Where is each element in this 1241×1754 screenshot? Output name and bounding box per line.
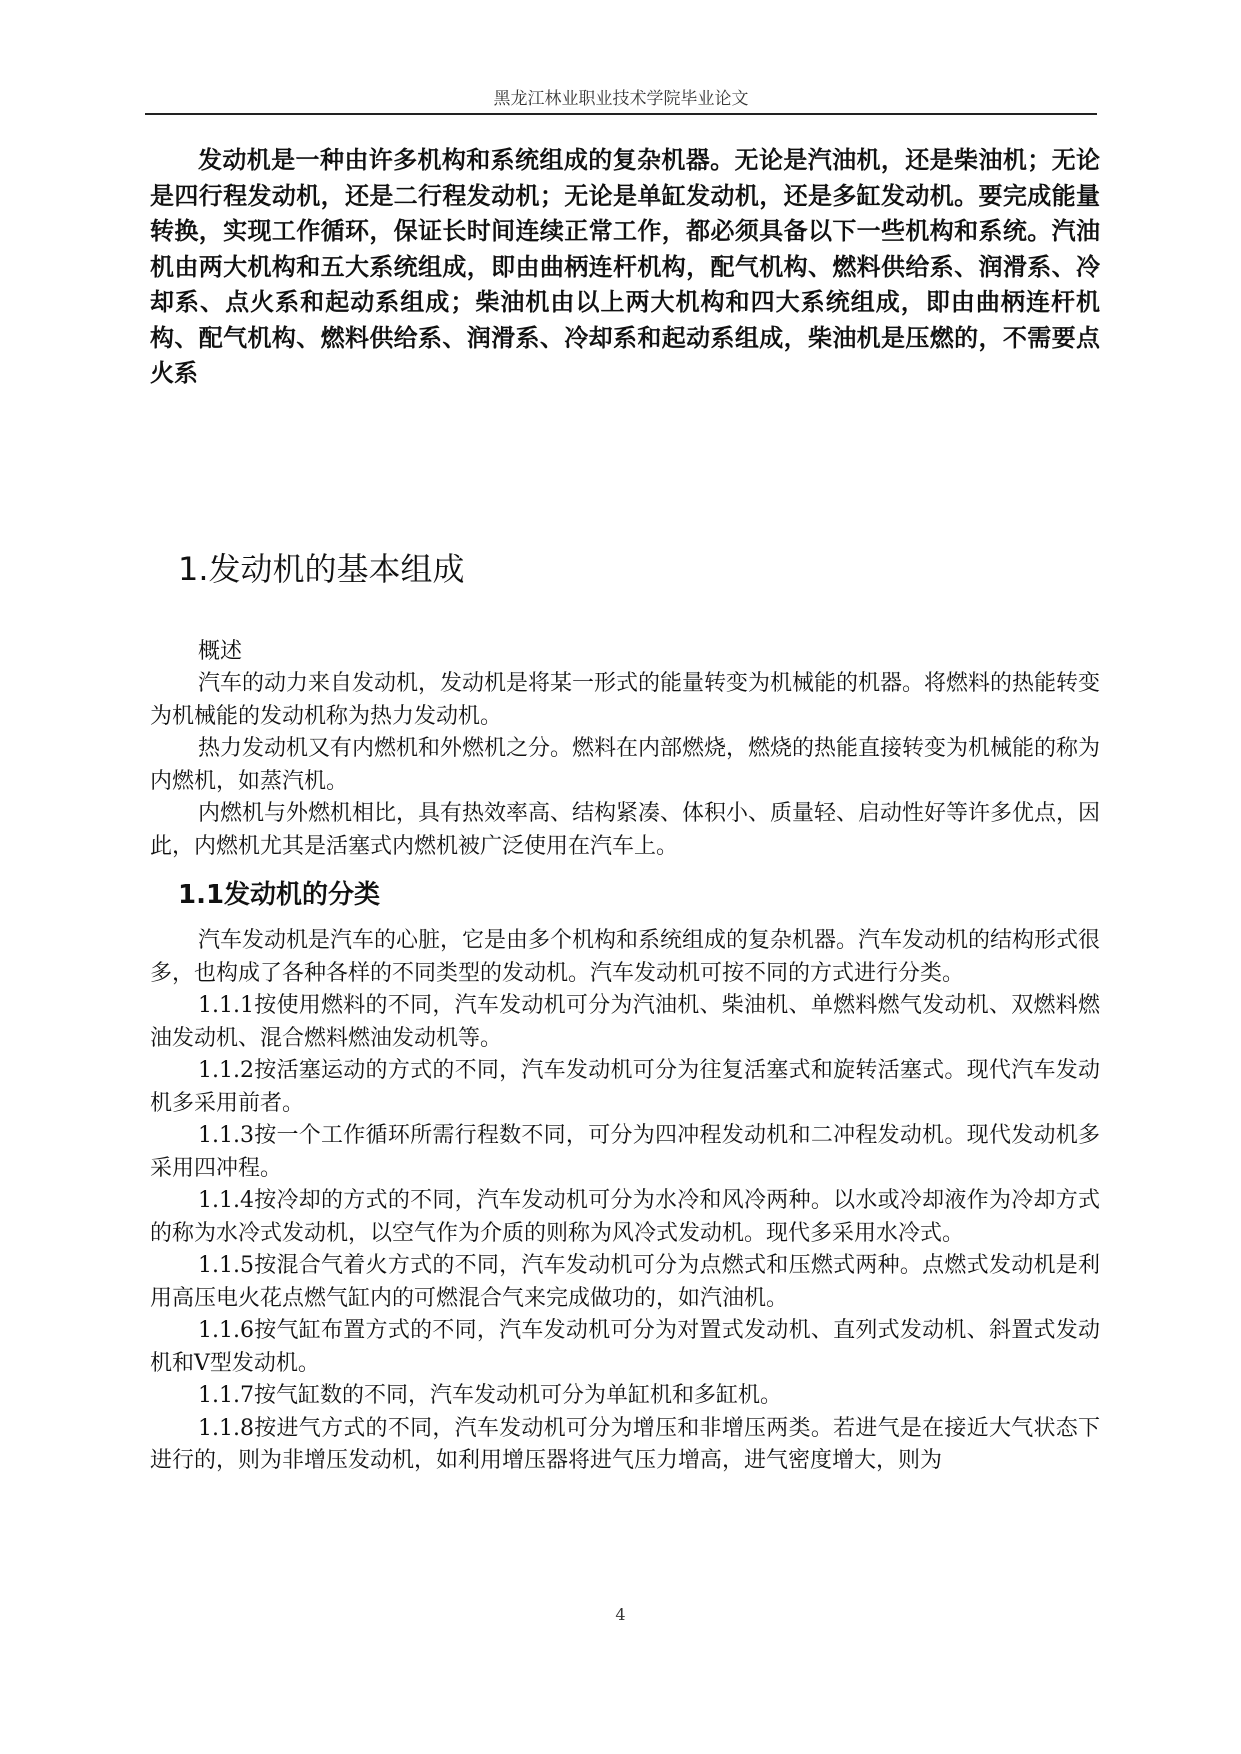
section-body xyxy=(150,925,1100,1478)
section-title: 1.1发动机的分类 xyxy=(178,880,381,910)
chapter-body xyxy=(150,668,1100,863)
page-number: 4 xyxy=(615,1605,626,1624)
classification-item: 1.1.8按进气方式的不同，汽车发动机可分为增压和非增压两类。若进气是在接近大气状态下进行的，则为非增压发动机，如利用增压器将进气压力增高，进气密度增大，则为 xyxy=(150,1415,1100,1473)
chapter-paragraph: 汽车的动力来自发动机，发动机是将某一形式的能量转变为机械能的机器。将燃料的热能转变为机械能的发动机称为热力发动机。 xyxy=(150,671,1101,729)
chapter-title: 1.发动机的基本组成 xyxy=(178,550,465,588)
classification-item: 1.1.1按使用燃料的不同，汽车发动机可分为汽油机、柴油机、单燃料燃气发动机、双燃料燃油发动机、混合燃料燃油发动机等。 xyxy=(150,993,1100,1051)
classification-item: 1.1.7按气缸数的不同，汽车发动机可分为单缸机和多缸机。 xyxy=(198,1383,782,1408)
classification-item: 1.1.3按一个工作循环所需行程数不同，可分为四冲程发动机和二冲程发动机。现代发动机多采用四冲程。 xyxy=(150,1123,1100,1181)
chapter-paragraph: 内燃机与外燃机相比，具有热效率高、结构紧凑、体积小、质量轻、启动性好等许多优点，因此，内燃机尤其是活塞式内燃机被广泛使用在汽车上。 xyxy=(150,801,1101,859)
section-intro-paragraph: 汽车发动机是汽车的心脏，它是由多个机构和系统组成的复杂机器。汽车发动机的结构形式很多，也构成了各种各样的不同类型的发动机。汽车发动机可按不同的方式进行分类。 xyxy=(150,928,1101,986)
header-divider xyxy=(145,113,1097,115)
overview-label: 概述 xyxy=(198,639,243,664)
running-header: 黑龙江林业职业技术学院毕业论文 xyxy=(493,89,749,109)
chapter-paragraph: 热力发动机又有内燃机和外燃机之分。燃料在内部燃烧，燃烧的热能直接转变为机械能的称为内燃机，如蒸汽机。 xyxy=(150,736,1101,794)
classification-item: 1.1.6按气缸布置方式的不同，汽车发动机可分为对置式发动机、直列式发动机、斜置式发动机和V型发动机。 xyxy=(150,1318,1100,1376)
classification-item: 1.1.5按混合气着火方式的不同，汽车发动机可分为点燃式和压燃式两种。点燃式发动机是利用高压电火花点燃气缸内的可燃混合气来完成做功的，如汽油机。 xyxy=(150,1253,1100,1311)
intro-paragraph: 发动机是一种由许多机构和系统组成的复杂机器。无论是汽油机，还是柴油机；无论是四行程发动机，还是二行程发动机；无论是单缸发动机，还是多缸发动机。要完成能量转换，实现工作循环，保证长时间连续正常工作，都必须具备以下一些机构和系统。汽油机由两大机构和五大系统组成，即由曲柄连杆机构，配气机构、燃料供给系、润滑系、冷却系、点火系和起动系组成；柴油机由以上两大机构和四大系统组成，即由曲柄连杆机构、配气机构、燃料供给系、润滑系、冷却系和起动系组成，柴油机是压燃的，不需要点火系 xyxy=(150,146,1100,387)
classification-item: 1.1.2按活塞运动的方式的不同，汽车发动机可分为往复活塞式和旋转活塞式。现代汽车发动机多采用前者。 xyxy=(150,1058,1100,1116)
classification-item: 1.1.4按冷却的方式的不同，汽车发动机可分为水冷和风冷两种。以水或冷却液作为冷却方式的称为水冷式发动机，以空气作为介质的则称为风冷式发动机。现代多采用水冷式。 xyxy=(150,1188,1100,1246)
